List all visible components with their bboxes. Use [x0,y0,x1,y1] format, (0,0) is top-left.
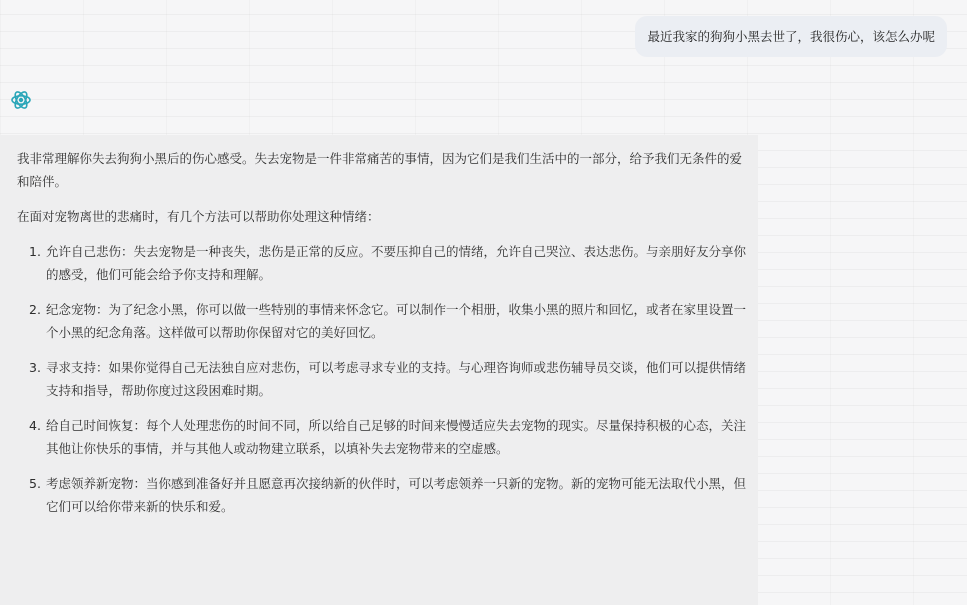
user-message-text: 最近我家的狗狗小黑去世了，我很伤心，该怎么办呢 [647,29,935,44]
list-item [17,414,746,460]
list-item-number: 5. [29,476,41,491]
list-item [17,356,746,402]
list-item-number: 2. [29,302,41,317]
list-item-number: 3. [29,360,41,375]
user-message-bubble [635,16,947,57]
list-item-text: 纪念宠物：为了纪念小黑，你可以做一些特别的事情来怀念它。可以制作一个相册，收集小黑的照片和回忆，或者在家里设置一个小黑的纪念角落。这样做可以帮助你保留对它的美好回忆。 [46,302,747,340]
openai-logo-icon [9,88,33,112]
list-item [17,472,746,518]
list-item-number: 4. [29,418,41,433]
assistant-avatar [8,87,34,113]
list-item-text: 寻求支持：如果你觉得自己无法独自应对悲伤，可以考虑寻求专业的支持。与心理咨询师或悲伤辅导员交谈，他们可以提供情绪支持和指导，帮助你度过这段困难时期。 [46,360,747,398]
assistant-lead-paragraph: 在面对宠物离世的悲痛时，有几个方法可以帮助你处理这种情绪： [17,209,380,224]
assistant-message-card [0,135,758,605]
assistant-intro-paragraph: 我非常理解你失去狗狗小黑后的伤心感受。失去宠物是一件非常痛苦的事情，因为它们是我们生活中的一部分，给予我们无条件的爱和陪伴。 [17,151,743,189]
list-item-text: 考虑领养新宠物：当你感到准备好并且愿意再次接纳新的伙伴时，可以考虑领养一只新的宠物。新的宠物可能无法取代小黑，但它们可以给你带来新的快乐和爱。 [46,476,747,514]
list-item-number: 1. [29,244,41,259]
list-item-text: 给自己时间恢复：每个人处理悲伤的时间不同，所以给自己足够的时间来慢慢适应失去宠物的现实。尽量保持积极的心态，关注其他让你快乐的事情，并与其他人或动物建立联系，以填补失去宠物带来的空虚感。 [46,418,747,456]
assistant-advice-list [17,240,746,518]
list-item [17,240,746,286]
list-item [17,298,746,344]
list-item-text: 允许自己悲伤：失去宠物是一种丧失，悲伤是正常的反应。不要压抑自己的情绪，允许自己哭泣、表达悲伤。与亲朋好友分享你的感受，他们可能会给予你支持和理解。 [46,244,747,282]
